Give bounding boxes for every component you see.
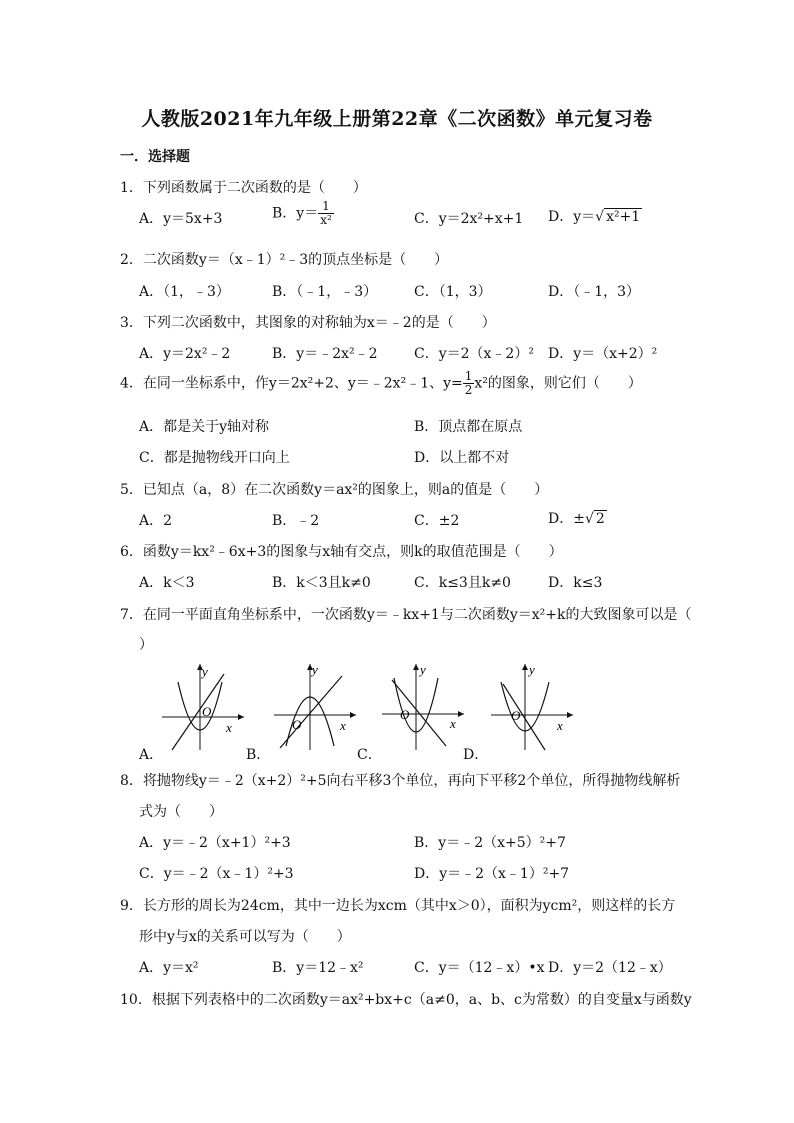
question-7-stem-line2: ） [139,637,153,653]
question-1-option-b [272,200,334,227]
question-5-option-b: B．﹣2 [272,513,320,529]
origin-label: O [292,717,302,732]
option-d-prefix: D．± [548,511,585,527]
x-label: x [450,716,456,731]
x-label: x [226,720,232,735]
line [172,674,224,750]
section-heading: 一．选择题 [120,149,190,165]
y-label: y [312,662,318,677]
question-3-option-d: D．y＝（x+2）² [548,346,658,362]
line [503,684,545,750]
question-9-stem-line1: 9．长方形的周长为24cm，其中一边长为xcm（其中x＞0），面积为ycm²，则这样的长方 [120,898,676,914]
question-4-option-d: D．以上都不对 [414,450,510,466]
question-2-option-d: D．（﹣1，3） [548,284,641,300]
question-5-stem: 5．已知点（a，8）在二次函数y＝ax²的图象上，则a的值是（ ） [120,482,549,498]
origin-label: O [400,707,410,722]
question-8-option-c: C．y＝﹣2（x﹣1）²+3 [139,866,294,882]
question-8-stem-line2: 式为（ ） [139,804,223,820]
option-d-prefix: D．y＝ [548,209,596,225]
question-1-option-c: C．y＝2x²+x+1 [414,211,524,227]
question-4-option-a: A．都是关于y轴对称 [139,419,270,435]
question-9-option-a: A．y＝x² [139,960,199,976]
fraction [463,370,475,397]
question-7-option-c: C． [357,747,382,763]
option-b-prefix: B．y＝ [272,205,319,222]
question-6-option-a: A．k＜3 [139,575,195,591]
question-6-option-d: D．k≤3 [548,575,603,591]
x-label: x [557,718,563,733]
x-axis-arrow [350,712,356,718]
question-7-option-b: B． [246,747,271,763]
question-8-option-b: B．y＝﹣2（x+5）²+7 [414,835,566,851]
line [280,676,342,748]
graph-a [158,660,248,752]
question-2-option-c: C．（1，3） [414,284,492,300]
graph-d [487,660,577,752]
graph-b [270,660,360,752]
question-5-option-a: A．2 [139,513,173,529]
question-9-option-b: B．y＝12﹣x² [272,960,364,976]
origin-label: O [202,704,212,719]
x-axis-arrow [238,714,244,720]
origin-label: O [511,708,521,723]
question-6-stem: 6．函数y＝kx²﹣6x+3的图象与x轴有交点，则k的取值范围是（ ） [120,544,563,560]
fraction-denominator: x² [320,213,332,227]
graph-c [378,660,468,752]
fraction-denominator: 2 [464,383,473,397]
question-5-option-d [548,508,607,528]
question-9-option-c: C．y＝（12﹣x）•x [414,960,545,976]
question-3-option-c: C．y＝2（x﹣2）² [414,346,534,362]
y-label: y [202,664,208,679]
question-9-option-d: D．y＝2（12﹣x） [548,960,672,976]
question-3-option-b: B．y＝﹣2x²﹣2 [272,346,378,362]
question-2-option-a: A．（1，﹣3） [139,284,230,300]
radicand: 2 [595,511,605,527]
sqrt-sign: √ [584,511,594,527]
question-9-stem-line2: 形中y与x的关系可以写为（ ） [139,929,351,945]
question-10-stem: 10．根据下列表格中的二次函数y＝ax²+bx+c（a≠0，a、b、c为常数）的自变量x与函数y [120,992,692,1008]
fraction [318,200,334,227]
y-label: y [420,662,426,677]
question-8-stem-line1: 8．将抛物线y＝﹣2（x+2）²+5向右平移3个单位，再向下平移2个单位，所得抛物线解析 [120,773,681,789]
question-8-option-d: D．y＝﹣2（x﹣1）²+7 [414,866,570,882]
x-axis-arrow [458,711,464,717]
question-7-option-d: D． [463,747,489,763]
question-2-stem: 2．二次函数y＝（x﹣1）²﹣3的顶点坐标是（ ） [120,252,449,268]
stem-suffix: x²的图象，则它们（ ） [474,375,642,392]
question-7-stem-line1: 7．在同一平面直角坐标系中，一次函数y＝﹣kx+1与二次函数y＝x²+k的大致图象可以是（ [120,607,692,623]
y-axis-arrow [522,664,528,670]
question-6-option-c: C．k≤3且k≠0 [414,575,511,591]
question-5-option-c: C．±2 [414,513,460,529]
fraction-numerator: 1 [464,369,473,383]
x-label: x [340,718,346,733]
question-1-stem: 1．下列函数属于二次函数的是（ ） [120,180,367,196]
y-label: y [529,662,535,677]
question-1-option-d [548,206,642,226]
y-axis-arrow [413,664,419,670]
radicand: x²+1 [606,209,641,225]
page-title: 人教版2021年九年级上册第22章《二次函数》单元复习卷 [141,108,653,130]
question-8-option-a: A．y＝﹣2（x+1）²+3 [139,835,291,851]
question-6-option-b: B．k＜3且k≠0 [272,575,371,591]
stem-prefix: 4．在同一坐标系中，作y＝2x²+2、y＝﹣2x²﹣1、y= [120,375,463,392]
fraction-numerator: 1 [318,200,334,214]
question-3-stem: 3．下列二次函数中，其图象的对称轴为x＝﹣2的是（ ） [120,315,496,331]
question-2-option-b: B．（﹣1，﹣3） [272,284,378,300]
sqrt-sign: √ [595,209,605,225]
x-axis-arrow [567,712,573,718]
question-4-option-b: B．顶点都在原点 [414,419,523,435]
question-4-stem [120,370,642,397]
question-1-option-a: A．y＝5x+3 [139,211,223,227]
question-7-option-a: A． [139,747,164,763]
question-3-option-a: A．y＝2x²﹣2 [139,346,231,362]
question-4-option-c: C．都是抛物线开口向上 [139,450,290,466]
